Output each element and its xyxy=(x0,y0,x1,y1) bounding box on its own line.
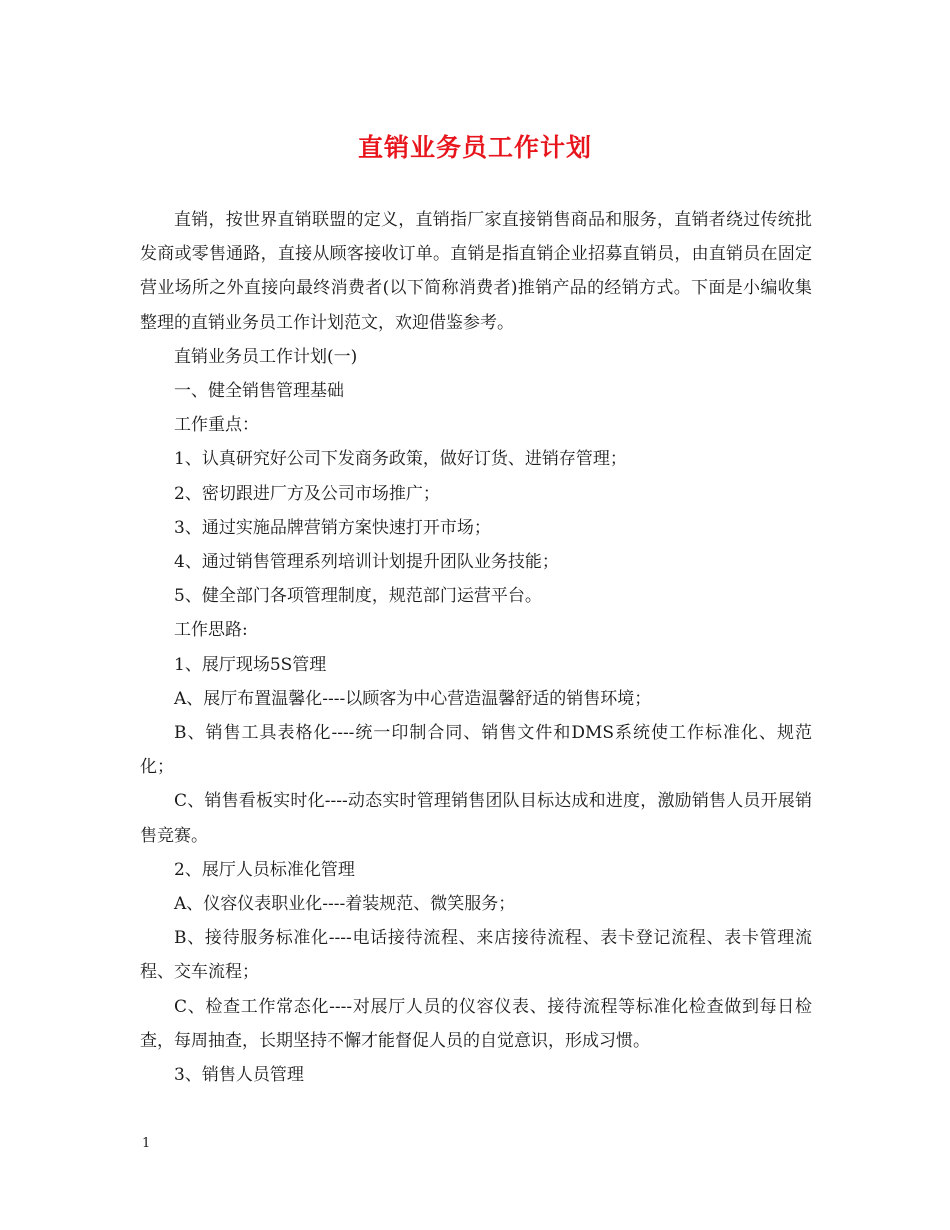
page-number: 1 xyxy=(142,1136,151,1151)
document-title: 直销业务员工作计划 xyxy=(357,133,592,162)
document-body xyxy=(140,203,812,1092)
list-item: 5、健全部门各项管理制度，规范部门运营平台。 xyxy=(174,586,542,607)
subsection-heading: 一、健全销售管理基础 xyxy=(174,381,344,402)
list-item: 2、密切跟进厂方及公司市场推广； xyxy=(174,483,440,504)
label-work-focus: 工作重点： xyxy=(174,415,259,436)
list-item: 1、认真研究好公司下发商务政策，做好订货、进销存管理； xyxy=(174,449,627,470)
list-item: 3、销售人员管理 xyxy=(174,1065,304,1086)
list-item: C、检查工作常态化----对展厅人员的仪容仪表、接待流程等标准化检查做到每日检查，每周抽查，长期坚持不懈才能督促人员的自觉意识，形成习惯。 xyxy=(140,996,812,1051)
intro-paragraph: 直销，按世界直销联盟的定义，直销指厂家直接销售商品和服务，直销者绕过传统批发商或零售通路，直接从顾客接收订单。直销是指直销企业招募直销员，由直销员在固定营业场所之外直接向最终消费者(以下简称消费者)推销产品的经销方式。下面是小编收集整理的直销业务员工作计划范文，欢迎借鉴参考。 xyxy=(140,210,812,333)
list-item: A、仪容仪表职业化----着装规范、微笑服务； xyxy=(174,894,516,915)
list-item: C、销售看板实时化----动态实时管理销售团队目标达成和进度，激励销售人员开展销售竞赛。 xyxy=(140,791,812,846)
list-item: A、展厅布置温馨化----以顾客为中心营造温馨舒适的销售环境； xyxy=(174,688,652,709)
label-work-approach: 工作思路: xyxy=(174,620,248,641)
section-heading: 直销业务员工作计划(一) xyxy=(174,346,358,367)
list-item: 4、通过销售管理系列培训计划提升团队业务技能； xyxy=(174,552,559,573)
list-item: 1、展厅现场5S管理 xyxy=(174,654,327,675)
list-item: 2、展厅人员标准化管理 xyxy=(174,859,355,880)
list-item: 3、通过实施品牌营销方案快速打开市场； xyxy=(174,517,491,538)
list-item: B、销售工具表格化----统一印制合同、销售文件和DMS系统使工作标准化、规范化； xyxy=(140,723,812,778)
list-item: B、接待服务标准化----电话接待流程、来店接待流程、表卡登记流程、表卡管理流程、交车流程； xyxy=(140,928,812,983)
